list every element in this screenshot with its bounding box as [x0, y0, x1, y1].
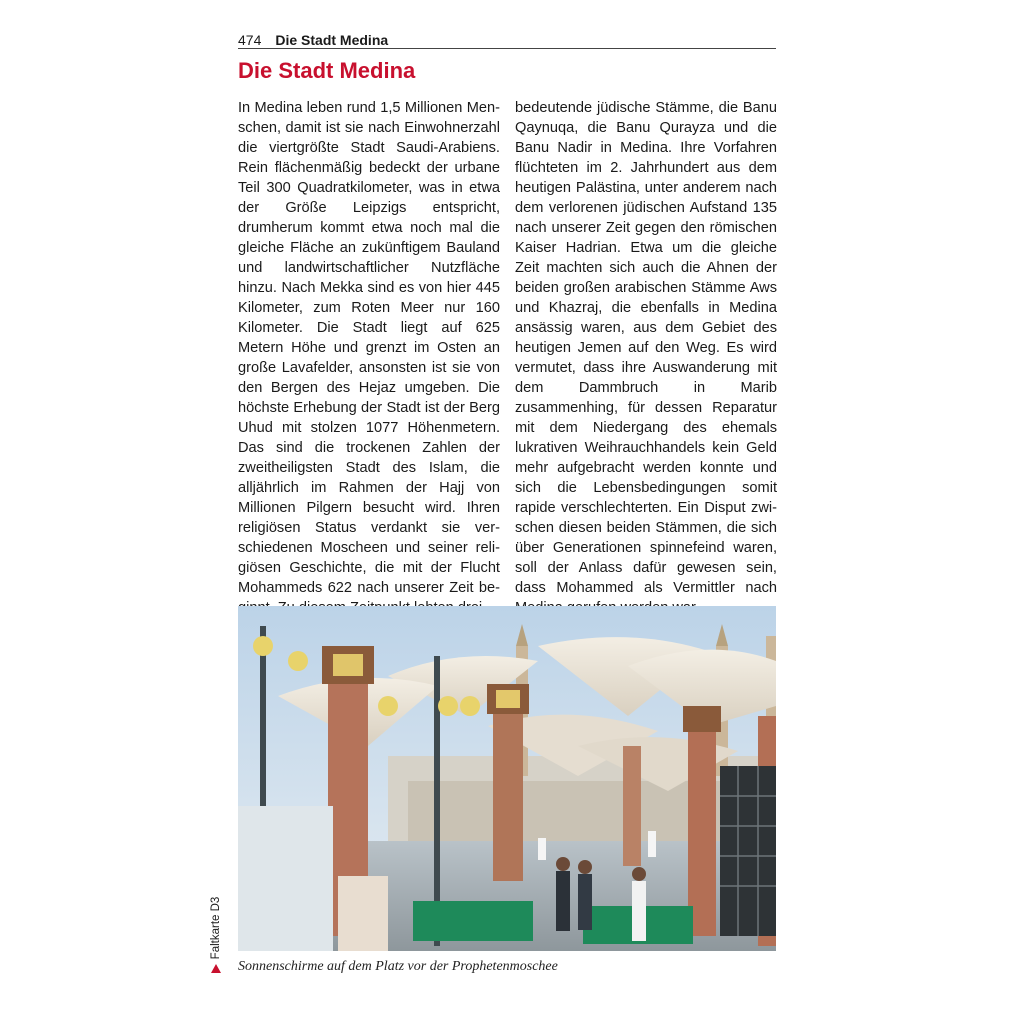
- running-header: [238, 30, 776, 49]
- body-paragraph-1: In Medina leben rund 1,5 Millionen Menschen, damit ist sie nach Einwohnerzahl die viertgrößte Stadt Saudi-Arabiens. Rein flächenmäßig bedeckt der urbane Teil 300 Quadratkilometer, was in etwa der Größe Leipzigs entspricht, drumherum kommt etwa noch mal die gleiche Fläche an zukünftigem Bauland und landwirtschaftlicher Nutzfläche hinzu. Nach Mekka sind es von hier 445 Kilometer, zum Roten Meer nur 160 Kilometer. Die Stadt liegt auf 625 Metern Höhe und grenzt im Osten an große Lavafelder, ansonsten ist sie von den Bergen des Hejaz umgeben. Die höchste Erhebung der Stadt ist der Berg Uhud mit stolzen 1077 Höhenmetern. Das sind die trockenen Zahlen der zweitheiligsten Stadt des Islam, die alljährlich im Rahmen der Hajj von Millionen Pilgern besucht wird. Ihren religiösen Status verdankt sie verschiedenen Moscheen und seiner religiösen Geschichte, die mit der Flucht Mohammeds 622 nach unserer Zeit be: [238, 100, 500, 596]
- page-number: 474: [238, 32, 262, 48]
- photo-caption: Sonnenschirme auf dem Platz vor der Prophetenmoschee: [238, 959, 558, 974]
- article-title: Die Stadt Medina: [238, 58, 416, 83]
- map-reference-label: Faltkarte D3: [210, 896, 222, 960]
- photo-umbrellas-plaza: [238, 606, 776, 951]
- map-reference: [206, 884, 226, 974]
- body-paragraph-2: bedeutende jüdische Stämme, die Banu Qaynuqa, die Banu Qurayza und die Banu Nadir in Medina. Ihre Vorfahren flüchteten im 2. Jahrhundert aus dem heutigen Palästina, unter anderem nach dem verlorenen jüdischen Aufstand 135 nach unserer Zeit gegen den römischen Kaiser Hadrian. Etwa um die gleiche Zeit machten sich auch die Ahnen der beiden großen arabischen Stämme Aws und Khazraj, die ebenfalls in Medina ansässig waren, aus dem Gebiet des heutigen Jemen auf den Weg. Es wird vermutet, dass ihre Auswanderung mit dem Dammbruch in Marib zusammenhing, für dessen Reparatur mit dem Niedergang des ehemals lukrativen Weihrauchhandels kein Geld mehr aufgebracht werden konnte und sich die Lebensbedingungen somit rapide verschlechterten. Ein Disput zwischen diesen beiden Stämmen, die sich über Generationen spinnefeind waren, soll der Anlass dafür gewesen sein, dass Mohammed als Vermittler nach: [515, 100, 777, 596]
- text-column-right: [515, 98, 777, 618]
- running-title: Die Stadt Medina: [275, 32, 389, 48]
- triangle-marker-icon: [211, 964, 221, 973]
- text-column-left: [238, 98, 500, 618]
- photo-illustration: [238, 606, 776, 951]
